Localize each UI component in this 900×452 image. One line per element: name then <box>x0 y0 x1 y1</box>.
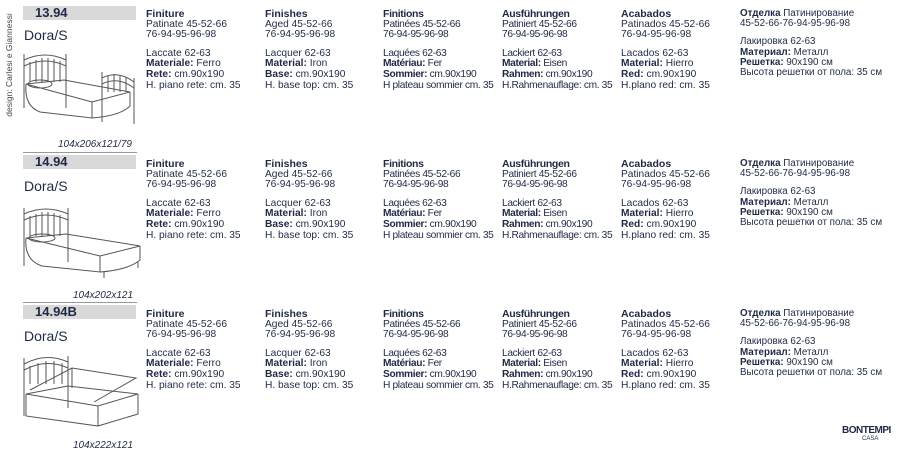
spec-german: Ausführungen Patiniert 45-52-66 76-94-95-96-98 Lackiert 62-63 Material: Eisen Rahmen: cm.90x190 H.Rahmenauflage: cm. 35 <box>502 8 613 91</box>
spec-italian: Finiture Patinate 45-52-66 76-94-95-96-98 Laccate 62-63 Materiale: Ferro Rete: cm.90x190 H. piano rete: cm. 35 <box>146 8 241 91</box>
bed-drawing-headboard <box>20 202 150 284</box>
spec-french: Finitions Patinées 45-52-66 76-94-95-96-98 Laquées 62-63 Matériau: Fer Sommier: cm.90x190 H plateau sommier cm. 35 <box>383 158 494 241</box>
spec-spanish: Acabados Patinados 45-52-66 76-94-95-96-98 Lacados 62-63 Material: Hierro Red: cm.90x190 H.plano red: cm. 35 <box>621 158 710 241</box>
spec-italian: Finiture Patinate 45-52-66 76-94-95-96-98 Laccate 62-63 Materiale: Ferro Rete: cm.90x190 H. piano rete: cm. 35 <box>146 158 241 241</box>
product-code: 14.94 <box>23 155 136 169</box>
spec-german: Ausführungen Patiniert 45-52-66 76-94-95-96-98 Lackiert 62-63 Material: Eisen Rahmen: cm.90x190 H.Rahmenauflage: cm. 35 <box>502 308 613 391</box>
spec-english: Finishes Aged 45-52-66 76-94-95-96-98 Lacquer 62-63 Material: Iron Base: cm.90x190 H. base top: cm. 35 <box>265 158 354 241</box>
dimensions: 104x206x121/79 <box>58 139 132 150</box>
spec-russian: Отделка Патинирование 45-52-66-76-94-95-96-98 Лакировка 62-63 Материал: Металл Решетка: 90x190 см Высота решетки от пола: 35 см <box>740 308 883 379</box>
spec-spanish: Acabados Patinados 45-52-66 76-94-95-96-98 Lacados 62-63 Material: Hierro Red: cm.90x190 H.plano red: cm. 35 <box>621 8 710 91</box>
spec-german: Ausführungen Patiniert 45-52-66 76-94-95-96-98 Lackiert 62-63 Material: Eisen Rahmen: cm.90x190 H.Rahmenauflage: cm. 35 <box>502 158 613 241</box>
dimensions: 104x202x121 <box>73 290 134 301</box>
product-code: 13.94 <box>23 6 136 20</box>
dimensions: 104x222x121 <box>73 440 134 451</box>
model-name: Dora/S <box>24 27 68 43</box>
brand-logo: BONTEMPI CASA <box>842 425 891 442</box>
designer-credit: design: Carlesi e Giannessi <box>4 13 14 117</box>
spec-english: Finishes Aged 45-52-66 76-94-95-96-98 Lacquer 62-63 Material: Iron Base: cm.90x190 H. base top: cm. 35 <box>265 8 354 91</box>
product-row-3 <box>0 300 900 451</box>
spec-russian: Отделка Патинирование 45-52-66-76-94-95-96-98 Лакировка 62-63 Материал: Металл Решетка: 90x190 см Высота решетки от пола: 35 см <box>740 158 883 229</box>
spec-italian: Finiture Patinate 45-52-66 76-94-95-96-98 Laccate 62-63 Materiale: Ferro Rete: cm.90x190 H. piano rete: cm. 35 <box>146 308 241 391</box>
model-name: Dora/S <box>24 328 68 344</box>
product-row-1 <box>0 0 900 148</box>
spec-russian: Отделка Патинирование 45-52-66-76-94-95-96-98 Лакировка 62-63 Материал: Металл Решетка: 90x190 см Высота решетки от пола: 35 см <box>740 8 883 79</box>
model-name: Dora/S <box>24 178 68 194</box>
bed-drawing-storage <box>20 350 145 432</box>
spec-english: Finishes Aged 45-52-66 76-94-95-96-98 Lacquer 62-63 Material: Iron Base: cm.90x190 H. base top: cm. 35 <box>265 308 354 391</box>
product-code: 14.94B <box>23 305 136 319</box>
spec-french: Finitions Patinées 45-52-66 76-94-95-96-98 Laquées 62-63 Matériau: Fer Sommier: cm.90x190 H plateau sommier cm. 35 <box>383 8 494 91</box>
product-row-2 <box>0 150 900 301</box>
spec-french: Finitions Patinées 45-52-66 76-94-95-96-98 Laquées 62-63 Matériau: Fer Sommier: cm.90x190 H plateau sommier cm. 35 <box>383 308 494 391</box>
spec-spanish: Acabados Patinados 45-52-66 76-94-95-96-98 Lacados 62-63 Material: Hierro Red: cm.90x190 H.plano red: cm. 35 <box>621 308 710 391</box>
bed-drawing-headboard-footboard <box>20 46 140 134</box>
